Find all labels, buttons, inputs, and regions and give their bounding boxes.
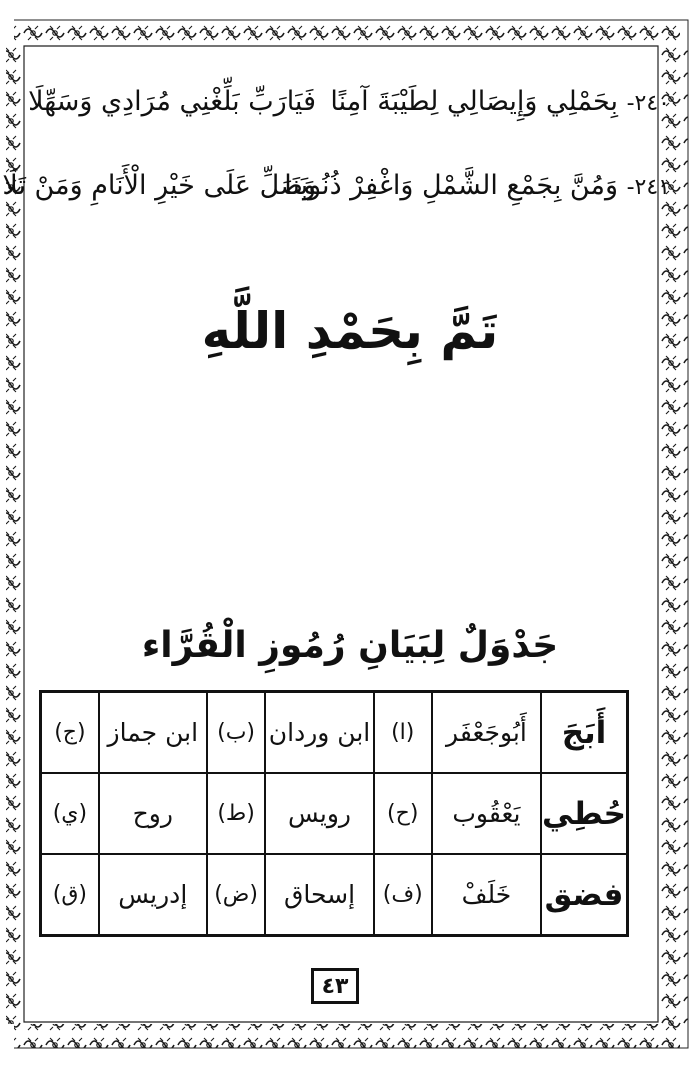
reciter-name: خَلَفْ	[432, 854, 541, 936]
reciter-name: ابن وردان	[265, 692, 373, 774]
hemistich: وَمُنَّ بِجَمْعِ الشَّمْلِ وَاغْفِرْ ذُنُوبَنَا	[284, 170, 618, 201]
verse-number: ٢٤١-	[626, 175, 670, 200]
reciter-name: إسحاق	[265, 854, 373, 936]
group-symbol: أَبَجَ	[541, 692, 627, 774]
reciter-code: (ف)	[374, 854, 432, 936]
reciter-code: (ج)	[41, 692, 99, 774]
table-row	[41, 773, 628, 854]
page-number: ٤٣	[311, 968, 359, 1004]
reciter-code: (ح)	[374, 773, 432, 854]
hemistich: بِحَمْلِي وَإِيصَالِي لِطَيْبَةَ آمِنًا	[330, 86, 618, 117]
reciter-code: (ط)	[207, 773, 266, 854]
group-symbol: فضق	[541, 854, 627, 936]
reciter-code: (ا)	[374, 692, 432, 774]
reciter-code: (ق)	[41, 854, 99, 936]
reciter-name: رويس	[265, 773, 373, 854]
reciter-name: ابن جماز	[99, 692, 207, 774]
reciter-code: (ب)	[207, 692, 266, 774]
reciter-code: (ي)	[41, 773, 99, 854]
table-row	[41, 692, 628, 774]
group-symbol: حُطِي	[541, 773, 627, 854]
verse-240-second-half	[28, 88, 316, 115]
reciter-code: (ض)	[207, 854, 266, 936]
reciter-name: روح	[99, 773, 207, 854]
verse-241-first-half	[284, 172, 670, 199]
reciter-name: إدريس	[99, 854, 207, 936]
hemistich: وَصَلِّ عَلَى خَيْرِ الْأَنَامِ وَمَنْ تَلَا	[2, 170, 316, 201]
verse-number: ٢٤٠-	[626, 91, 670, 116]
table-row	[41, 854, 628, 936]
reciter-name: أَبُوجَعْفَر	[432, 692, 541, 774]
reciters-codes-table	[39, 690, 629, 937]
verse-240-first-half	[330, 88, 670, 115]
reciter-name: يَعْقُوب	[432, 773, 541, 854]
hemistich: فَيَارَبِّ بَلِّغْنِي مُرَادِي وَسَهِّلَا	[28, 86, 316, 117]
verse-241-second-half	[2, 172, 316, 199]
table-title: جَدْوَلٌ لِبَيَانِ رُمُوزِ الْقُرَّاء	[141, 625, 559, 666]
closing-phrase: تَمَّ بِحَمْدِ اللَّهِ	[201, 302, 499, 360]
